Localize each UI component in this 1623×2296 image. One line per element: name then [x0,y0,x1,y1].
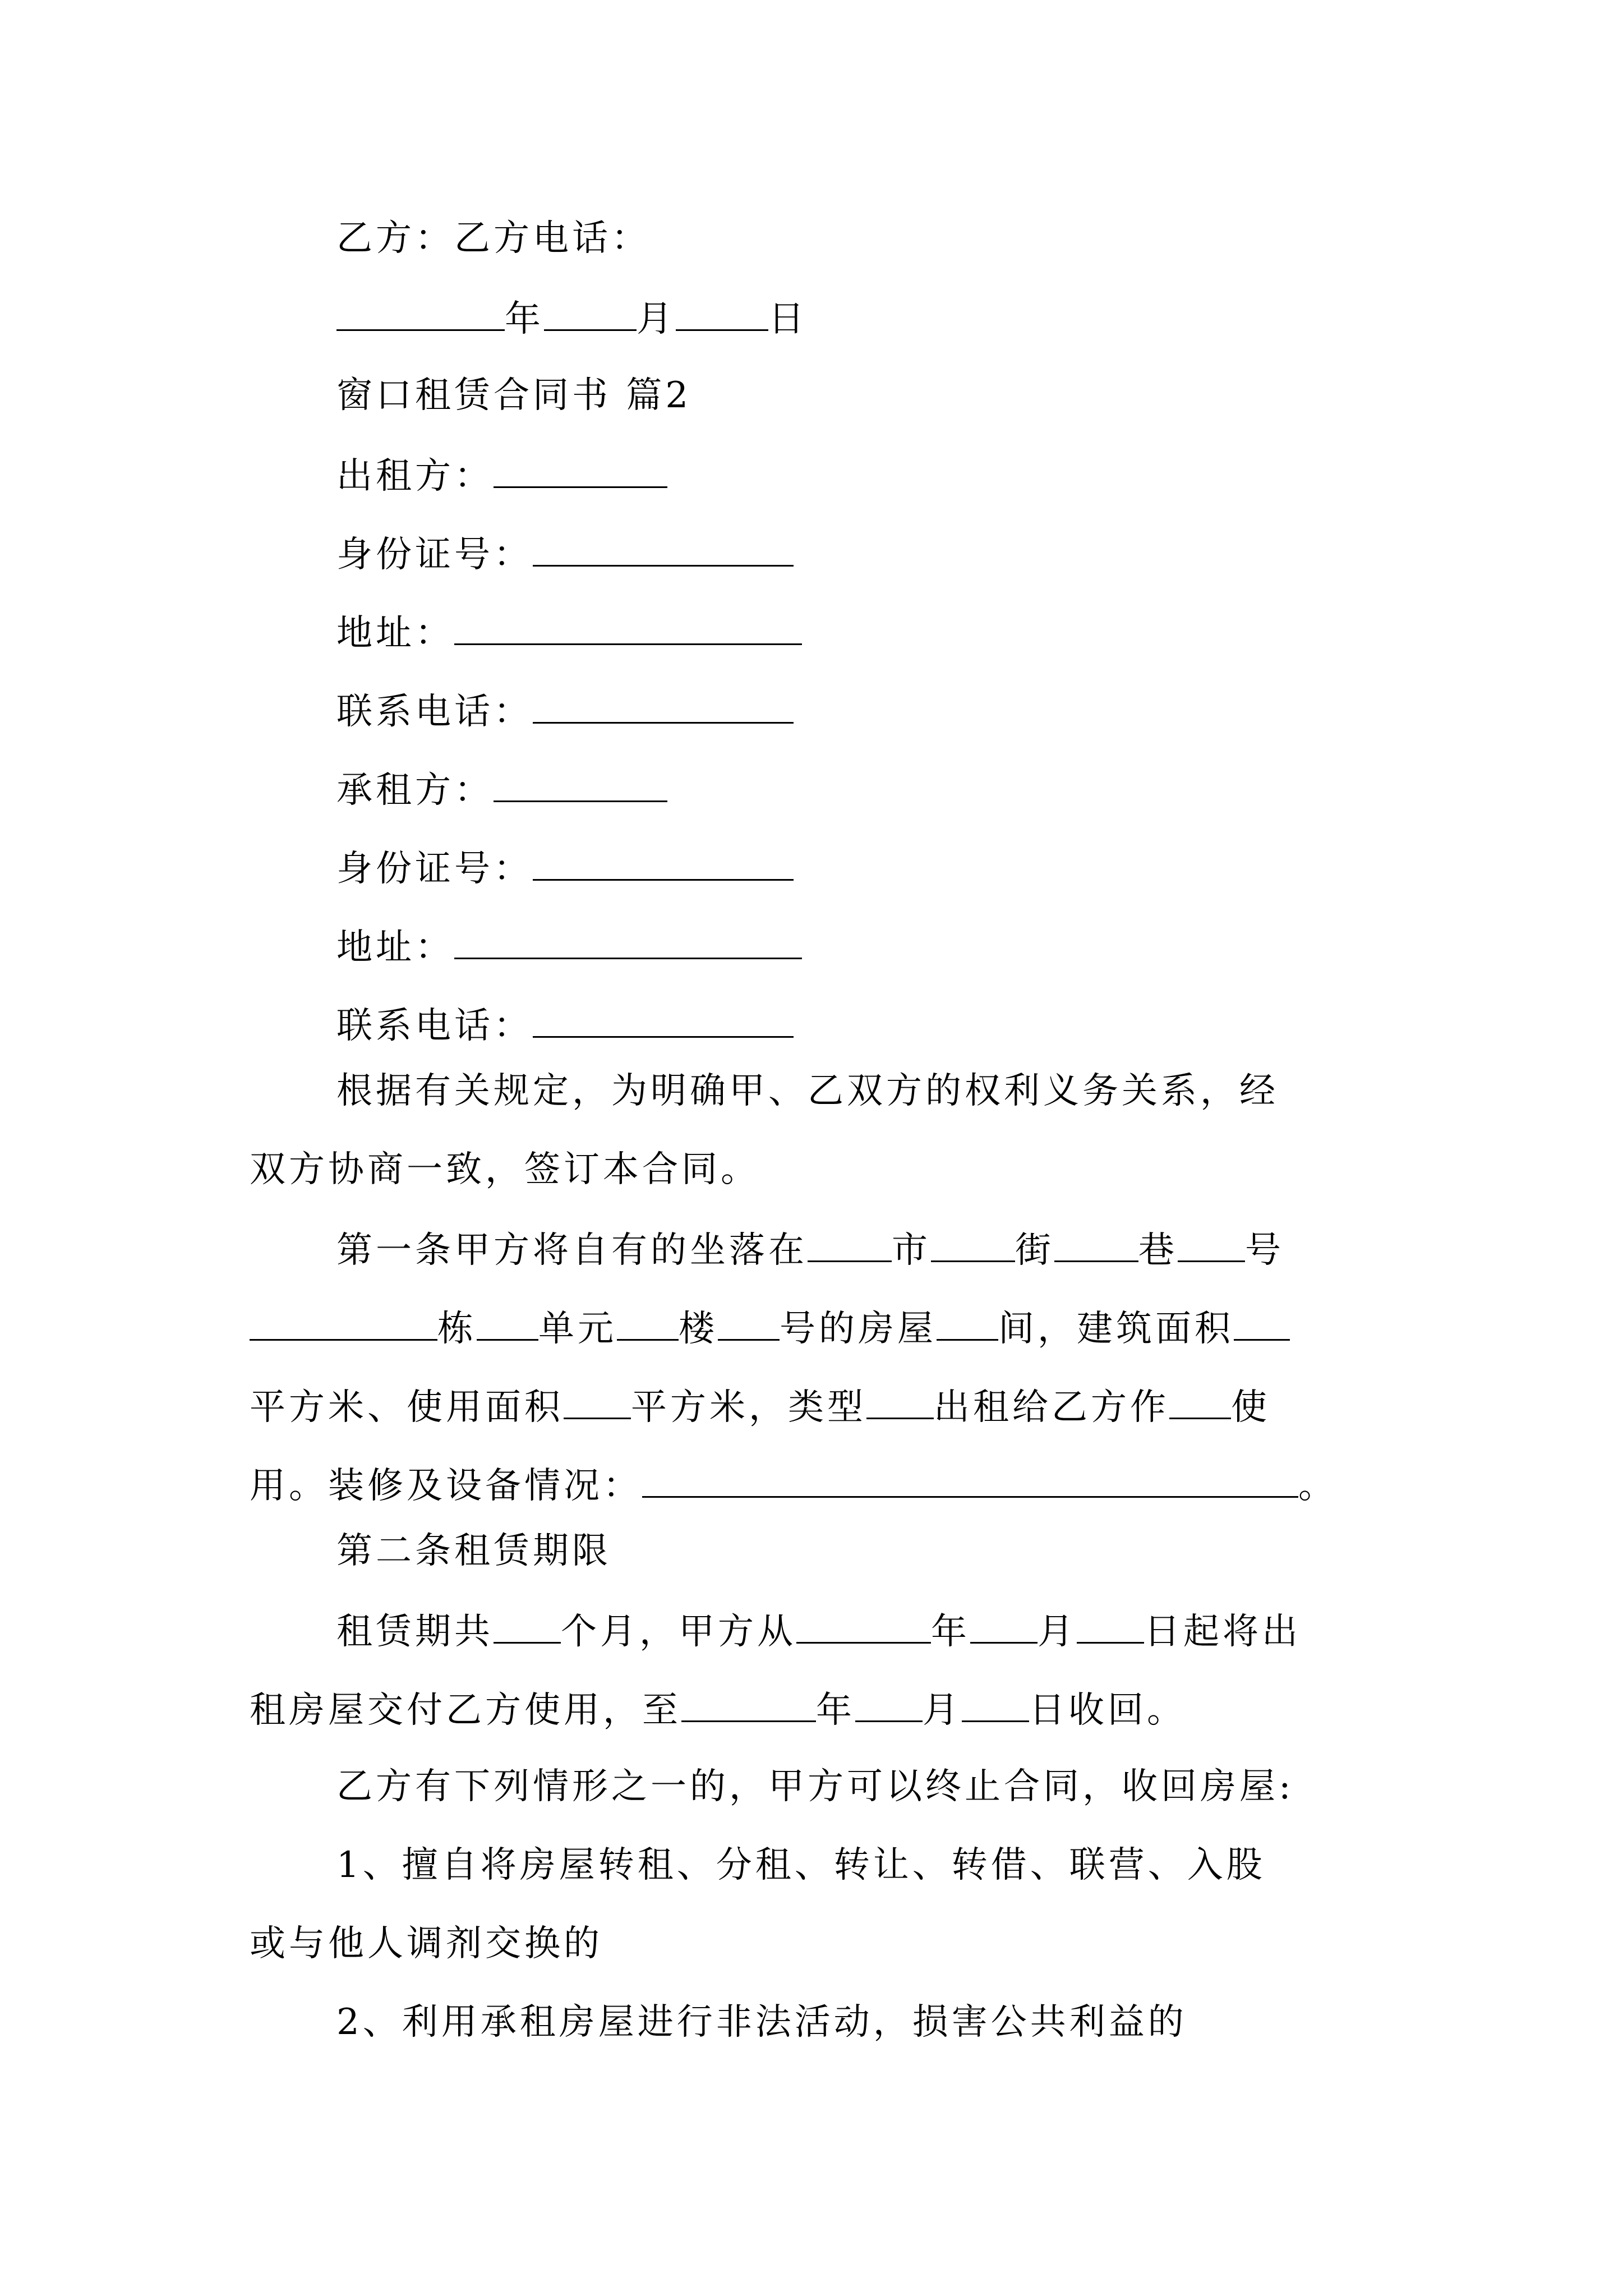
lessor-id-blank [533,530,794,567]
start-month-blank [970,1607,1038,1644]
article1-text-n: 使 [1231,1387,1270,1428]
lessee-address-label: 地址： [336,927,454,968]
termination-item-1-line-2 [250,1921,603,1966]
year-blank [336,295,505,331]
article2-title [336,1529,611,1573]
section-heading-text: 窗口租赁合同书 篇2 [336,375,692,416]
city-blank [808,1226,892,1262]
lessee-blank [494,766,667,802]
article1-text-c: 街 [1015,1230,1054,1271]
termination-item-2 [336,2000,1187,2045]
lessor-label: 出租方： [336,455,494,497]
street-blank [931,1226,1015,1262]
day-label: 日 [768,298,808,340]
date-line [336,295,808,342]
article1-text-a: 第一条甲方将自有的坐落在 [336,1230,808,1271]
floor-blank [617,1304,679,1341]
article2-text-e: 日起将出 [1144,1611,1301,1653]
end-day-blank [962,1686,1029,1722]
year-label: 年 [505,298,544,340]
lessor-id-line [336,530,794,577]
article1-text-b: 市 [892,1230,931,1271]
lessee-address-line [336,923,802,970]
lease-months-blank [494,1607,561,1644]
termination-intro-text: 乙方有下列情形之一的，甲方可以终止合同，收回房屋: [336,1766,1294,1807]
lessor-id-label: 身份证号： [336,534,533,576]
article1-text-m: 出租给乙方作 [934,1387,1169,1428]
article2-title-text: 第二条租赁期限 [336,1530,611,1572]
termination-item-1-text-a: 1、擅自将房屋转租、分租、转让、转借、联营、入股 [336,1844,1266,1886]
article1-line-3 [250,1383,1270,1430]
month-blank [544,295,637,331]
lessee-phone-line [336,1001,794,1048]
article1-text-h: 楼 [679,1308,718,1350]
article2-text-h: 月 [923,1690,962,1731]
article2-line-1 [336,1607,1301,1654]
start-year-blank [796,1607,931,1644]
lessee-phone-blank [533,1001,794,1038]
article2-text-d: 月 [1038,1611,1077,1653]
article1-line-4 [250,1461,1338,1508]
article2-text-f: 租房屋交付乙方使用，至 [250,1690,681,1731]
day-blank [676,295,768,331]
party-b-phone-line [336,216,651,261]
article2-line-2 [250,1686,1186,1733]
lessee-id-line [336,844,794,891]
type-blank [866,1383,934,1419]
intro-text-1: 根据有关规定，为明确甲、乙双方的权利义务关系，经 [336,1070,1279,1112]
article1-line-1 [336,1226,1284,1273]
article2-text-a: 租赁期共 [336,1611,494,1653]
article1-text-p: 。 [1298,1465,1338,1507]
lessor-address-line [336,609,802,656]
article1-text-g: 单元 [538,1308,617,1350]
article1-text-k: 平方米、使用面积 [250,1387,564,1428]
lane-blank [1054,1226,1138,1262]
intro-line-2 [250,1147,760,1192]
lessor-address-blank [454,609,802,645]
lessee-address-blank [454,923,802,959]
lessee-id-blank [533,844,794,881]
termination-intro [336,1764,1294,1809]
article1-text-f: 栋 [437,1308,477,1350]
end-year-blank [681,1686,816,1722]
lessor-blank [494,452,667,488]
lessee-phone-label: 联系电话： [336,1005,533,1047]
article2-text-i: 日收回。 [1029,1690,1186,1731]
termination-item-2-text: 2、利用承租房屋进行非法活动，损害公共利益的 [336,2001,1187,2043]
equipment-blank [642,1461,1298,1498]
lessor-phone-blank [533,687,794,724]
termination-item-1-text-b: 或与他人调剂交换的 [250,1923,603,1964]
building-blank [250,1304,437,1341]
number-blank [1178,1226,1245,1262]
termination-item-1-line-1 [336,1843,1266,1888]
article1-text-d: 巷 [1138,1230,1178,1271]
section-heading [336,373,691,418]
article2-text-b: 个月，甲方从 [561,1611,796,1653]
lessee-id-label: 身份证号： [336,848,533,890]
article1-text-o: 用。装修及设备情况： [250,1465,642,1507]
article1-text-l: 平方米，类型 [631,1387,866,1428]
month-label: 月 [637,298,676,340]
lessor-phone-line [336,687,794,734]
lessor-line [336,452,667,499]
start-day-blank [1077,1607,1144,1644]
purpose-blank [1169,1383,1231,1419]
end-month-blank [855,1686,923,1722]
lessee-label: 承租方： [336,770,494,811]
unit-blank [477,1304,538,1341]
lessor-phone-label: 联系电话： [336,691,533,733]
intro-text-2: 双方协商一致，签订本合同。 [250,1149,760,1190]
room-number-blank [718,1304,780,1341]
article1-text-j: 间，建筑面积 [998,1308,1234,1350]
lessor-address-label: 地址： [336,613,454,654]
article1-line-2 [250,1304,1290,1351]
lessee-line [336,766,667,813]
party-b-phone-text: 乙方：乙方电话： [336,218,651,259]
article2-text-g: 年 [816,1690,855,1731]
usable-area-blank [564,1383,631,1419]
article2-text-c: 年 [931,1611,970,1653]
article1-text-i: 号的房屋 [780,1308,937,1350]
article1-text-e: 号 [1245,1230,1284,1271]
building-area-blank [1234,1304,1290,1341]
intro-line-1 [336,1069,1279,1114]
rooms-blank [937,1304,998,1341]
